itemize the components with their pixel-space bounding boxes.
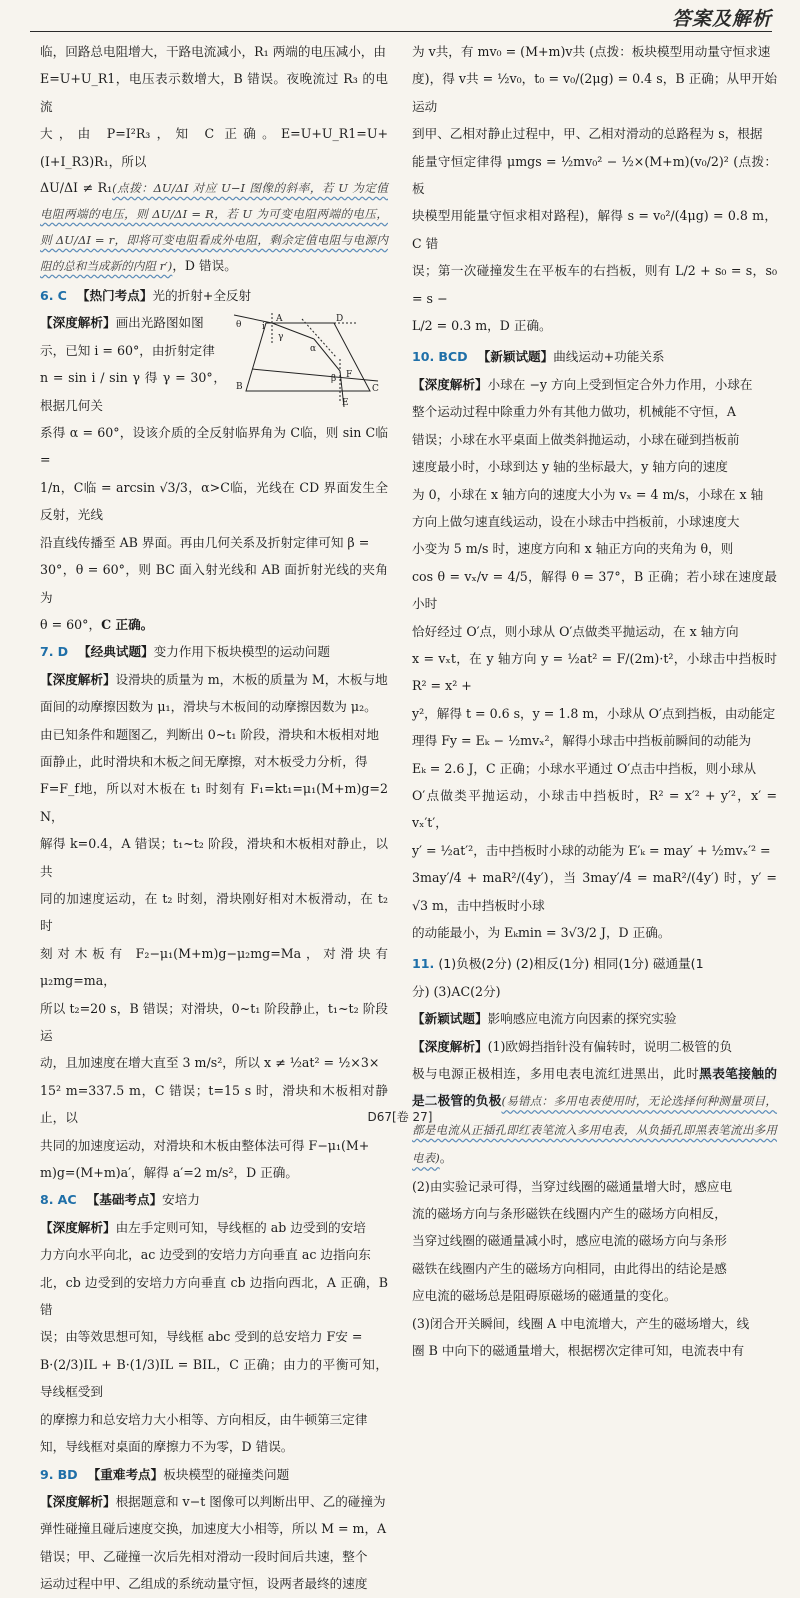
text-span: 。 bbox=[439, 1150, 453, 1166]
question-header bbox=[40, 1186, 388, 1213]
diagram-label: B bbox=[236, 382, 243, 393]
text-line: 为 0，小球在 x 轴方向的速度大小为 vₓ = 4 m/s，小球在 x 轴 bbox=[412, 486, 764, 502]
analysis-tag: 【深度解析】 bbox=[412, 376, 488, 392]
text-line: 临，回路总电阻增大，干路电流减小，R₁ 两端的电压减小，由 bbox=[40, 44, 386, 59]
text-line: cos θ = vₓ/v = 4/5，解得 θ = 37°，B 正确；若小球在速度最小时 bbox=[412, 568, 777, 612]
question-answer: BD bbox=[57, 1466, 78, 1482]
question-header bbox=[412, 950, 777, 977]
text-line: 误；第一次碰撞发生在平板车的右挡板，则有 L/2 + s₀ = s，s₀ = s − bbox=[412, 263, 777, 306]
left-column bbox=[40, 38, 388, 1598]
volume-label: [卷 27] bbox=[392, 1110, 433, 1124]
text-line: 错误；小球在水平桌面上做类斜抛运动，小球在碰到挡板前 bbox=[412, 431, 740, 447]
question-topic: 安培力 bbox=[162, 1192, 200, 1208]
text-line: 整个运动过程中除重力外有其他力做功，机械能不守恒，A bbox=[412, 404, 736, 420]
text-line: 由已知条件和题图乙，判断出 0~t₁ 阶段，滑块和木板相对地 bbox=[40, 726, 379, 742]
highlighted-text: 黑表笔接触的是二极管的负极 bbox=[412, 1066, 778, 1109]
formula: ΔU/ΔI ≠ R₁ bbox=[40, 180, 113, 196]
question-topic: 影响感应电流方向因素的探究实验 bbox=[487, 1011, 677, 1027]
text-line: L/2 = 0.3 m，D 正确。 bbox=[412, 318, 552, 334]
answer-verdict: C 正确。 bbox=[101, 616, 154, 632]
text-line: 示，已知 i = 60°，由折射定律 bbox=[40, 342, 215, 358]
text-line: 的动能最小，为 Eₖmin = 3√3/2 J，D 正确。 bbox=[412, 925, 671, 940]
text-line bbox=[40, 1488, 388, 1515]
header-rule bbox=[30, 31, 772, 32]
question-answer: D bbox=[57, 644, 69, 660]
text-line: 的摩擦力和总安培力大小相等、方向相反，由牛顿第三定律 bbox=[40, 1411, 368, 1427]
analysis-tag: 【深度解析】 bbox=[40, 1493, 116, 1509]
text-line: 共同的加速度运动，对滑块和木板由整体法可得 F−μ₁(M+ bbox=[40, 1137, 370, 1153]
page-number: D67 bbox=[367, 1110, 393, 1124]
question-number: 11. bbox=[412, 956, 435, 972]
text-span: (1)欧姆挡指针没有偏转时，说明二极管的负 bbox=[487, 1038, 733, 1054]
text-line: 恰好经过 O′点，则小球从 O′点做类平抛运动，在 x 轴方向 bbox=[412, 623, 739, 639]
question-answer: C bbox=[57, 288, 67, 304]
diagram-label: γ bbox=[278, 332, 284, 343]
text-line: 知，导线框对桌面的摩擦力不为零，D 错误。 bbox=[40, 1439, 294, 1455]
right-column bbox=[412, 38, 777, 1365]
question-8 bbox=[40, 1186, 388, 1460]
text-line: 解得 k=0.4，A 错误；t₁~t₂ 阶段，滑块和木板相对静止，以共 bbox=[40, 836, 388, 879]
text-line: 力方向水平向北，ac 边受到的安培力方向垂直 ac 边指向东 bbox=[40, 1247, 371, 1263]
diagram-label: C bbox=[372, 384, 379, 395]
text-line: 15² m=337.5 m，C 错误；t=15 s 时，滑块和木板相对静止，以 bbox=[40, 1082, 388, 1126]
question-tag: 【热门考点】 bbox=[76, 288, 153, 304]
text-line: Eₖ = 2.6 J，C 正确；小球水平通过 O′点击中挡板，则小球从 bbox=[412, 760, 757, 776]
text-line: 度)，得 v共 = ½v₀，t₀ = v₀/(2μg) = 0.4 s，B 正确；从甲开始运动 bbox=[412, 71, 777, 114]
text-line: 同的加速度运动，在 t₂ 时刻，滑块刚好相对木板滑动，在 t₂ 时 bbox=[40, 890, 388, 934]
text-line: y²，解得 t = 0.6 s，y = 1.8 m，小球从 O′点到挡板，由动能定 bbox=[412, 705, 776, 721]
text-line: 能量守恒定律得 μmgs = ½mv₀² − ½×(M+m)(v₀/2)² (点拨：板 bbox=[412, 153, 777, 197]
text-line: 刻对木板有 F₂−μ₁(M+m)g−μ₂mg=Ma，对滑块有 μ₂mg=ma， bbox=[40, 945, 388, 989]
text-line bbox=[412, 1005, 777, 1032]
text-line: 应电流的磁场总是阻碍原磁场的磁通量的变化。 bbox=[412, 1288, 677, 1304]
diagram-label: i bbox=[262, 322, 265, 333]
text-line: 当穿过线圈的磁通量减小时，感应电流的磁场方向与条形 bbox=[412, 1233, 727, 1249]
text-span: ，D 错误。 bbox=[172, 258, 237, 274]
question-number: 10. bbox=[412, 349, 435, 365]
prism-outline bbox=[246, 323, 370, 391]
diagram-label: A bbox=[276, 314, 283, 325]
text-line: 系得 α = 60°，设该介质的全反射临界角为 C临，则 sin C临 = bbox=[40, 425, 388, 468]
text-line: 方向上做匀速直线运动，设在小球击中挡板前，小球速度大 bbox=[412, 513, 740, 529]
text-line: 分) (3)AC(2分) bbox=[412, 983, 501, 999]
question-tag: 【新颖试题】 bbox=[477, 349, 554, 365]
text-line: 小变为 5 m/s 时，速度方向和 x 轴正方向的夹角为 θ，则 bbox=[412, 541, 734, 557]
text-line: x = vₓt，在 y 轴方向 y = ½at² = F/(2m)·t²，小球击中挡板时 R² = x² + bbox=[412, 650, 777, 694]
analysis-tag: 【深度解析】 bbox=[40, 315, 116, 331]
text-line: (3)闭合开关瞬间，线圈 A 中电流增大，产生的磁场增大，线 bbox=[412, 1315, 750, 1331]
diagram-label: E bbox=[342, 398, 349, 408]
diagram-label: β bbox=[331, 374, 337, 385]
text-line: 磁铁在线圈内产生的磁场方向相同，由此得出的结论是感 bbox=[412, 1260, 727, 1276]
text-line: F=F_f地，所以对木板在 t₁ 时刻有 F₁=kt₁=μ₁(M+m)g=2 N， bbox=[40, 781, 388, 824]
question-9 bbox=[40, 1461, 388, 1598]
question-header bbox=[40, 638, 388, 665]
text-line: 1/n，C临 = arcsin √3/3，α>C临，光线在 CD 界面发生全反射，光线 bbox=[40, 479, 388, 523]
tip-note: (点拨：ΔU/ΔI 对应 U−I 图像的斜率，若 U 为定值电阻两端的电压，则 ΔU/ΔI = R，若 U 为可变电阻两端的电压，则 ΔU/ΔI = r，即将可变电阻看成外电阻，剩余定值电阻与电源内阻的总和当成新的内阻 r′) bbox=[40, 181, 388, 274]
text-line: 大，由 P=I²R₃，知 C 正确。E=U+U_R1=U+(I+I_R3)R₁，所以 bbox=[40, 126, 388, 169]
text-line: 圈 B 中向下的磁通量增大，根据楞次定律可知，电流表中有 bbox=[412, 1343, 745, 1359]
analysis-tag: 【深度解析】 bbox=[40, 671, 116, 687]
text-line: 到甲、乙相对静止过程中，甲、乙相对滑动的总路程为 s，根据 bbox=[412, 126, 763, 142]
text-line: 速度最小时，小球到达 y 轴的坐标最大，y 轴方向的速度 bbox=[412, 459, 728, 475]
text-line bbox=[412, 371, 777, 398]
text-line: 块模型用能量守恒求相对路程)，解得 s = v₀²/(4μg) = 0.8 m，C 错 bbox=[412, 208, 777, 251]
text-line: 30°，θ = 60°，则 BC 面入射光线和 AB 面折射光线的夹角为 bbox=[40, 562, 388, 605]
text-span: 根据题意和 v−t 图像可以判断出甲、乙的碰撞为 bbox=[115, 1493, 386, 1509]
text-line: 运动过程中甲、乙组成的系统动量守恒，设两者最终的速度 bbox=[40, 1576, 368, 1592]
question-number: 7. bbox=[40, 644, 54, 660]
text-span: 由左手定则可知，导线框的 ab 边受到的安培 bbox=[115, 1219, 366, 1235]
question-tag: 【基础考点】 bbox=[86, 1192, 163, 1208]
question-topic: 曲线运动+功能关系 bbox=[553, 349, 665, 365]
tip-note: (易错点：多用电表使用时，无论选择何种测量项目，都是电流从正插孔即红表笔流入多用电表，从负插孔即黑表笔流出多用电表) bbox=[412, 1094, 778, 1166]
optics-diagram bbox=[232, 311, 388, 407]
text-line: n = sin i / sin γ 得 γ = 30°，根据几何关 bbox=[40, 370, 226, 413]
text-line: 所以 t₂=20 s，B 错误；对滑块，0~t₁ 阶段静止，t₁~t₂ 阶段运 bbox=[40, 1000, 388, 1043]
text-line: 为 v共，有 mv₀ = (M+m)v共 (点拨：板块模型用动量守恒求速 bbox=[412, 44, 771, 59]
page-header bbox=[0, 0, 800, 34]
answer-line: (1)负极(2分) (2)相反(1分) 相同(1分) 磁通量(1 bbox=[438, 956, 704, 972]
text-line: y′ = ½at′²，击中挡板时小球的动能为 E′ₖ = may′ + ½mvₓ′² = bbox=[412, 842, 771, 858]
question-6 bbox=[40, 282, 388, 638]
text-line bbox=[40, 1214, 388, 1241]
text-line: B·(2/3)IL + B·(1/3)IL = BIL，C 正确；由力的平衡可知，导线框受到 bbox=[40, 1356, 388, 1400]
text-line: m)g=(M+m)a′，解得 a′=2 m/s²，D 正确。 bbox=[40, 1165, 298, 1181]
text-line bbox=[412, 1033, 777, 1060]
text-line: 错误；甲、乙碰撞一次后先相对滑动一段时间后共速，整个 bbox=[40, 1548, 368, 1564]
page-footer bbox=[0, 1108, 800, 1125]
text-line: 流的磁场方向与条形磁铁在线圈内产生的磁场方向相反， bbox=[412, 1206, 727, 1222]
text-span: 画出光路图如图 bbox=[115, 315, 204, 331]
text-line bbox=[40, 611, 388, 638]
question-tag: 【经典试题】 bbox=[78, 644, 154, 660]
question-topic: 光的折射+全反射 bbox=[152, 288, 252, 304]
text-line: 误；由等效思想可知，导线框 abc 受到的总安培力 F安 = bbox=[40, 1329, 363, 1345]
text-paragraph bbox=[40, 175, 388, 279]
text-line: 面间的动摩擦因数为 μ₁，滑块与木板间的动摩擦因数为 μ₂。 bbox=[40, 699, 377, 715]
text-line: 北，cb 边受到的安培力方向垂直 cb 边指向西北，A 正确，B 错 bbox=[40, 1274, 388, 1318]
text-line: (2)由实验记录可得，当穿过线圈的磁通量增大时，感应电 bbox=[412, 1178, 733, 1194]
text-span: 极与电源正极相连，多用电表电流红进黑出，此时 bbox=[412, 1066, 700, 1082]
question-number: 8. bbox=[40, 1192, 54, 1208]
analysis-tag: 【深度解析】 bbox=[40, 1219, 116, 1235]
question-header bbox=[412, 343, 777, 370]
question-topic: 变力作用下板块模型的运动问题 bbox=[153, 644, 330, 660]
question-header bbox=[40, 282, 388, 309]
text-line: 面静止，此时滑块和木板之间无摩擦，对木板受力分析，得 bbox=[40, 753, 368, 769]
diagram-label: D bbox=[336, 314, 344, 325]
diagram-label: F bbox=[346, 370, 353, 381]
diagram-label: θ bbox=[236, 320, 242, 331]
text-line: O′点做类平抛运动，小球击中挡板时，R² = x′² + y′²，x′ = vₓ′t′， bbox=[412, 787, 777, 831]
question-answer: AC bbox=[57, 1192, 77, 1208]
text-span: θ = 60°， bbox=[40, 616, 102, 632]
text-line bbox=[40, 666, 388, 693]
question-11 bbox=[412, 950, 777, 1364]
question-topic: 板块模型的碰撞类问题 bbox=[163, 1466, 290, 1482]
text-span: 小球在 −y 方向上受到恒定合外力作用，小球在 bbox=[487, 376, 753, 392]
text-line: 弹性碰撞且碰后速度交换，加速度大小相等，所以 M = m，A bbox=[40, 1521, 387, 1537]
question-tag: 【新颖试题】 bbox=[412, 1011, 488, 1027]
question-answer: BCD bbox=[438, 349, 468, 365]
question-10 bbox=[412, 343, 777, 946]
diagram-label: α bbox=[310, 344, 317, 355]
analysis-tag: 【深度解析】 bbox=[412, 1038, 488, 1054]
question-number: 6. bbox=[40, 288, 54, 304]
text-line: E=U+U_R1，电压表示数增大，B 错误。夜晚流过 R₃ 的电流 bbox=[40, 71, 388, 114]
text-line: 理得 Fy = Eₖ − ½mvₓ²，解得小球击中挡板前瞬间的动能为 bbox=[412, 733, 752, 749]
header-title: 答案及解析 bbox=[671, 8, 772, 30]
text-span: 设滑块的质量为 m，木板的质量为 M，木板与地 bbox=[115, 671, 388, 687]
text-line: 动，且加速度在增大直至 3 m/s²，所以 x ≠ ½at² = ½×3× bbox=[40, 1055, 380, 1071]
reflected-ray bbox=[314, 339, 340, 371]
question-7 bbox=[40, 638, 388, 1186]
question-header bbox=[40, 1461, 388, 1488]
text-line: 沿直线传播至 AB 界面。再由几何关系及折射定律可知 β = bbox=[40, 534, 370, 550]
text-line: 3may′/4 + maR²/(4y′)，当 3may′/4 = maR²/(4y′) 时，y′ = √3 m，击中挡板时小球 bbox=[412, 870, 777, 913]
normal-line-2 bbox=[302, 319, 336, 357]
question-tag: 【重难考点】 bbox=[87, 1466, 164, 1482]
question-number: 9. bbox=[40, 1466, 54, 1482]
